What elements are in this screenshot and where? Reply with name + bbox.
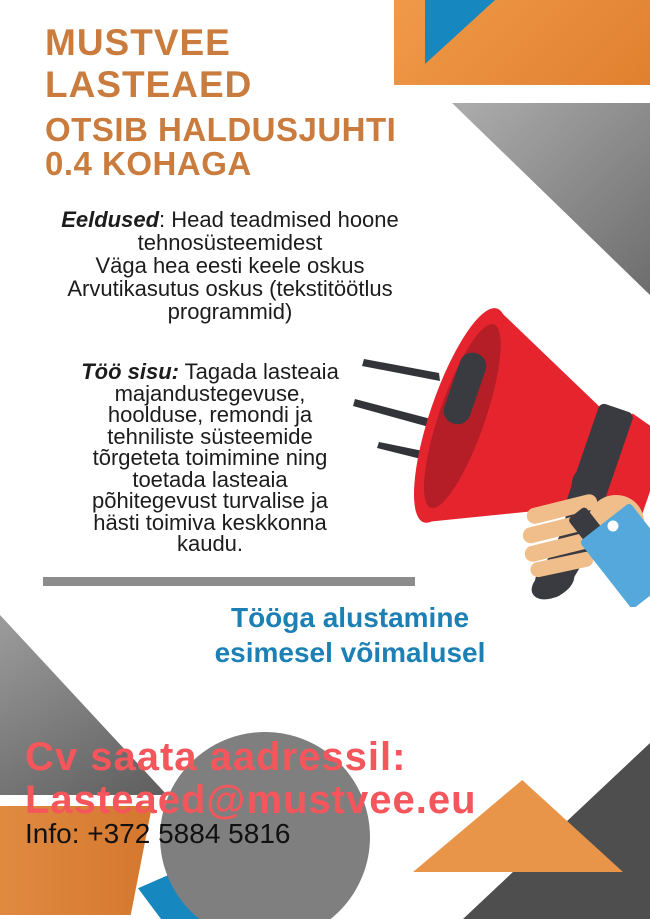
title-line-2: LASTEAED <box>45 64 253 105</box>
text-line: programmid) <box>167 299 293 324</box>
title-line-1: MUSTVEE <box>45 22 231 63</box>
text-line: tehniliste süsteemide <box>107 423 313 449</box>
start-line-1: Tööga alustamine <box>230 602 470 633</box>
contact-heading: Cv saata aadressil: <box>25 735 407 779</box>
text-line: Väga hea eesti keele oskus <box>95 253 365 278</box>
text-line: kaudu. <box>176 531 244 556</box>
text-line: põhitegevust turvalise ja <box>91 488 329 513</box>
text-line: tõrgeteta toimimine ning <box>92 445 328 470</box>
contact-email: Lasteaed@mustvee.eu <box>25 778 477 822</box>
text-line <box>10 208 450 231</box>
text-line: tehnosüsteemidest <box>137 230 323 255</box>
start-line-2: esimesel võimalusel <box>214 637 486 668</box>
subtitle-line-2: 0.4 KOHAGA <box>45 145 252 182</box>
text-line: toetada lasteaia <box>132 466 288 492</box>
info-phone: Info: +372 5884 5816 <box>25 818 291 849</box>
start-date-text <box>190 600 510 670</box>
requirements-label: Eeldused <box>61 207 160 232</box>
text-line: hästi toimiva keskkonna <box>93 509 327 535</box>
megaphone-illustration <box>350 295 650 607</box>
poster-subtitle <box>45 113 396 181</box>
text-line: hoolduse, remondi ja <box>107 402 313 427</box>
tasks-line-1: Tagada lasteaia <box>178 359 339 384</box>
tasks-label: Töö sisu: <box>81 359 179 384</box>
contact-section <box>25 736 477 822</box>
requirements-section <box>10 208 450 323</box>
text-line: Arvutikasutus oskus (tekstitöötlus <box>67 276 393 301</box>
poster-title <box>45 22 396 106</box>
tasks-section <box>35 361 385 555</box>
poster-header <box>45 22 396 181</box>
text-line <box>35 361 385 383</box>
subtitle-line-1: OTSIB HALDUSJUHTI <box>45 111 397 148</box>
requirements-line-1: : Head teadmised hoone <box>159 207 399 232</box>
text-line: majandustegevuse, <box>114 380 306 406</box>
gray-triangle-right-decoration <box>452 103 650 295</box>
